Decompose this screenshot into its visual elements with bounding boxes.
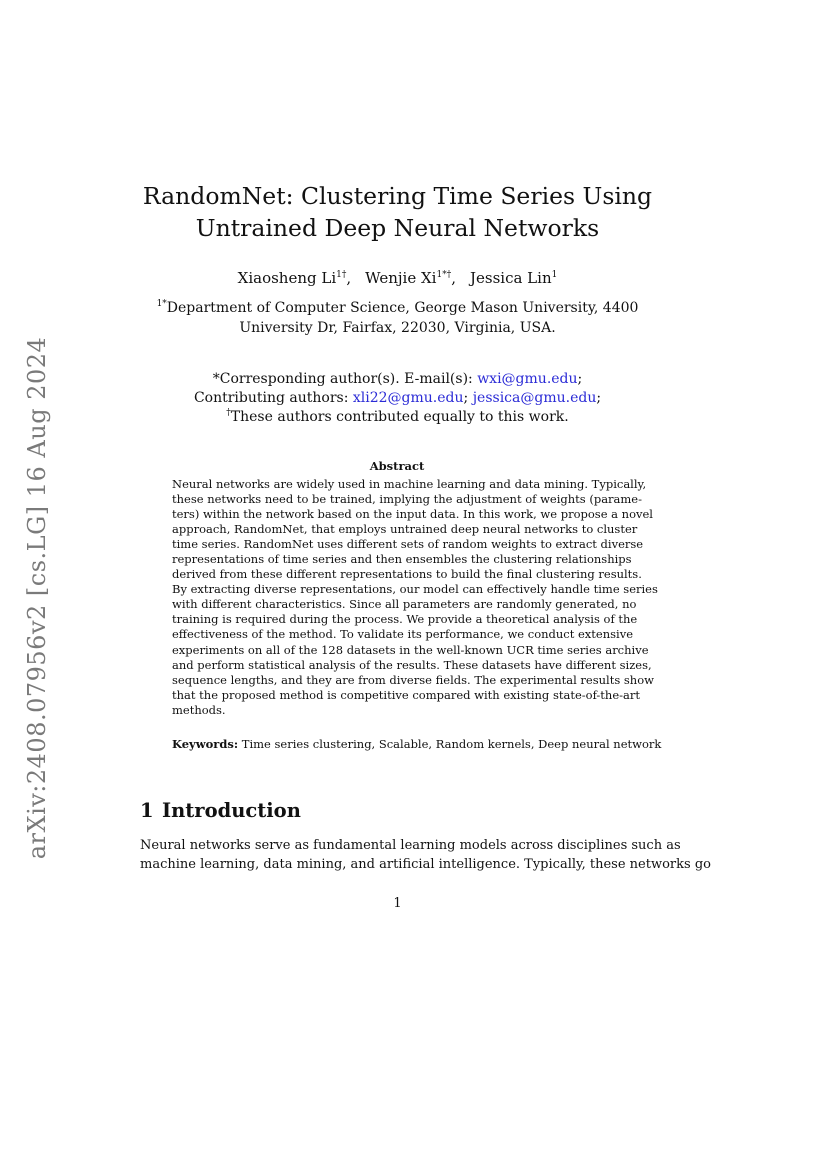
abstract-line: Neural networks are widely used in machine learning and data mining. Typically, (172, 477, 647, 491)
abstract-line: effectiveness of the method. To validate its performance, we conduct extensive (172, 627, 634, 642)
abstract-line: with different characteristics. Since all parameters are randomly generated, no (172, 597, 637, 612)
abstract-line: training is required during the process. We provide a theoretical analysis of the (172, 612, 638, 627)
abstract-line: By extracting diverse representations, our model can effectively handle time series (172, 582, 658, 597)
section-title: Introduction (162, 799, 301, 822)
contact-block (140, 370, 655, 427)
corresponding-author-line: *Corresponding author(s). E-mail(s): wxi@gmu.edu; (212, 371, 583, 387)
abstract-line: derived from these different representations to build the final clustering results. (172, 567, 642, 582)
abstract-line: time series. RandomNet uses different sets of random weights to extract diverse (172, 537, 644, 552)
abstract-line: that the proposed method is competitive compared with existing state-of-the-art (172, 687, 640, 702)
author-name: Wenjie Xi (365, 269, 437, 287)
corresponding-email-link[interactable]: wxi@gmu.edu (477, 371, 578, 387)
abstract-line: representations of time series and then ensembles the clustering relationships (172, 552, 632, 567)
paper-title (140, 181, 655, 244)
abstract-line: sequence lengths, and they are from diverse fields. The experimental results show (172, 672, 654, 687)
abstract-heading: Abstract (369, 459, 425, 473)
section-heading (140, 799, 301, 822)
arxiv-identifier: arXiv:2408.07956v2 [cs.LG] 16 Aug 2024 (23, 336, 51, 860)
contributing-email-link[interactable]: jessica@gmu.edu (472, 390, 597, 406)
author-affiliation-mark: 1*† (436, 270, 452, 280)
affiliation-line: University Dr, Fairfax, 22030, Virginia, USA. (239, 320, 556, 336)
title-line: RandomNet: Clustering Time Series Using (142, 182, 653, 210)
body-line: machine learning, data mining, and artificial intelligence. Typically, these networks go (140, 857, 711, 872)
equal-contribution-note: †These authors contributed equally to this work. (226, 408, 569, 425)
keywords-text: Time series clustering, Scalable, Random kernels, Deep neural network (241, 737, 662, 751)
abstract-line: experiments on all of the 128 datasets in the well-known UCR time series archive (172, 642, 649, 657)
author-affiliation-mark: 1 (551, 270, 558, 280)
section-number: 1 (140, 799, 154, 822)
page-number: 1 (393, 896, 402, 911)
contributing-authors-line: Contributing authors: xli22@gmu.edu; jessica@gmu.edu; (193, 390, 602, 406)
abstract-line: ters) within the network based on the input data. In this work, we propose a novel (172, 507, 653, 522)
body-line: Neural networks serve as fundamental learning models across disciplines such as (140, 838, 681, 853)
abstract-line: approach, RandomNet, that employs untrained deep neural networks to cluster (172, 522, 638, 537)
title-line: Untrained Deep Neural Networks (195, 213, 600, 242)
section-body (140, 836, 711, 874)
author-name: Xiaosheng Li (237, 269, 337, 287)
affiliation-mark: 1* (156, 299, 167, 309)
author-affiliation-mark: 1† (336, 270, 347, 280)
affiliation-line: Department of Computer Science, George Mason University, 4400 (166, 300, 639, 316)
keywords-label: Keywords: (172, 737, 239, 751)
abstract-line: methods. (172, 702, 226, 717)
author-name: Jessica Lin (469, 269, 552, 287)
author-list: Xiaosheng $Li^{1\dagger}$, Wenjie $Xi^{1*\dagger}$, Jessica Lin$^1$ (237, 269, 558, 287)
dagger-mark: † (226, 408, 231, 418)
keywords-line (172, 737, 662, 752)
contributing-email-link[interactable]: xli22@gmu.edu (352, 390, 464, 406)
abstract-body (172, 477, 658, 718)
abstract-line: and perform statistical analysis of the results. These datasets have different sizes, (172, 657, 652, 672)
abstract-line: these networks need to be trained, implying the adjustment of weights (parame- (172, 492, 642, 507)
affiliation (140, 298, 655, 338)
